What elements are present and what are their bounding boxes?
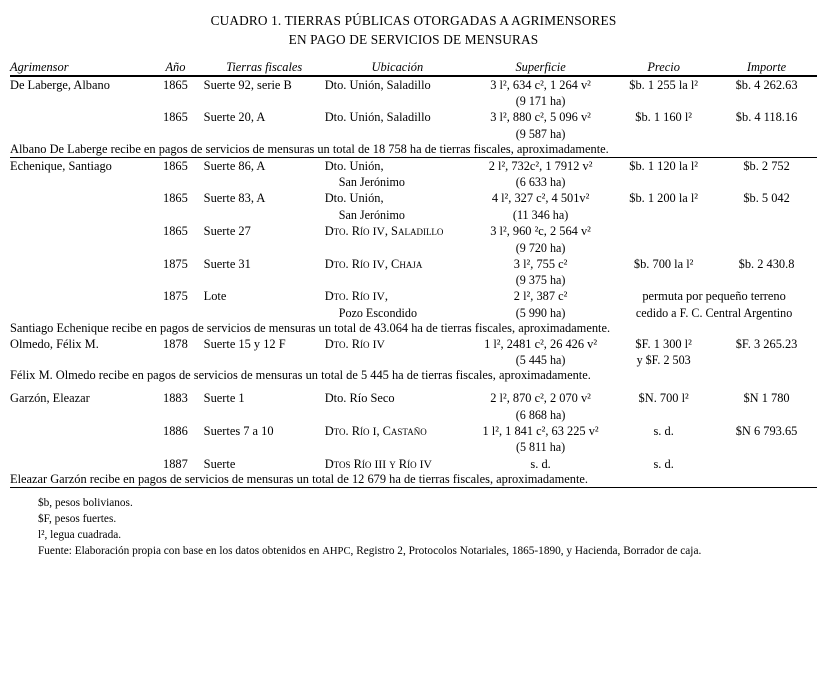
group-summary-row	[10, 321, 817, 336]
superficie-hectareas: (9 587 ha)	[515, 126, 566, 141]
cell-superficie	[470, 223, 611, 256]
precio-line2: cedido a F. C. Central Argentino	[635, 305, 793, 320]
superficie-main: 4 l², 327 c², 4 501v²	[491, 191, 590, 206]
cell-superficie	[470, 336, 611, 369]
cell-agrimensor	[10, 423, 147, 456]
cell-agrimensor	[10, 109, 147, 142]
cell-importe: $b. 4 118.16	[735, 110, 798, 125]
superficie-hectareas: (9 171 ha)	[515, 94, 566, 109]
group-summary-text: Albano De Laberge recibe en pagos de servicios de mensuras un total de 18 758 ha de tierras fiscales, aproximadamente.	[10, 141, 609, 156]
cell-ubicacion: Dto. Unión, Saladillo	[324, 110, 431, 125]
group-summary-row	[10, 472, 817, 488]
group-summary-row	[10, 368, 817, 383]
superficie-hectareas: (6 868 ha)	[515, 407, 566, 422]
ubicacion-line1: Dto. Unión,	[324, 191, 384, 206]
ubicacion-line1: Dto. Unión,	[324, 158, 384, 173]
group-spacer	[10, 383, 817, 390]
cell-ano: 1865	[163, 110, 188, 125]
column-header-precio: Precio	[647, 59, 680, 74]
cell-ubicacion: Dto. Río IV	[324, 336, 385, 351]
group-summary-text: Félix M. Olmedo recibe en pagos de servicios de mensuras un total de 5 445 ha de tierras fiscales, aproximadamente.	[10, 368, 591, 383]
cell-tierras: Suertes 7 a 10	[203, 423, 274, 438]
cell-superficie	[470, 77, 611, 110]
cell-ano: 1875	[163, 256, 188, 271]
cell-tierras: Suerte 92, serie B	[203, 77, 292, 92]
cell-tierras: Suerte 31	[203, 256, 251, 271]
cell-ano: 1865	[163, 158, 188, 173]
table-row	[10, 256, 817, 289]
cell-tierras: Suerte	[203, 456, 236, 471]
superficie-hectareas: (6 633 ha)	[515, 175, 566, 190]
cell-precio: $b. 1 120 la l²	[629, 158, 699, 173]
ubicacion-line2: San Jerónimo	[338, 207, 405, 222]
ubicacion-line2: Pozo Escondido	[338, 305, 417, 320]
superficie-main: 3 l², 880 c², 5 096 v²	[490, 110, 591, 125]
superficie-hectareas: (11 346 ha)	[512, 207, 569, 222]
cell-precio: $N. 700 l²	[638, 391, 689, 406]
cell-tierras: Suerte 83, A	[203, 191, 266, 206]
superficie-main: 2 l², 387 c²	[513, 289, 568, 304]
cell-agrimensor	[10, 223, 147, 256]
table-bottom-rule	[10, 488, 817, 489]
cell-superficie	[470, 288, 611, 321]
cell-precio: $b. 1 160 l²	[635, 110, 692, 125]
table-row	[10, 190, 817, 223]
table-row	[10, 158, 817, 191]
table-row	[10, 288, 817, 321]
table-row	[10, 223, 817, 256]
column-header-ano: Año	[165, 59, 186, 74]
superficie-hectareas: (9 375 ha)	[515, 273, 566, 288]
cell-superficie	[470, 390, 611, 423]
cell-ubicacion: Dtos Río III y Río IV	[324, 456, 432, 471]
cell-precio	[611, 288, 817, 321]
cell-importe: $b. 4 262.63	[735, 77, 798, 92]
cell-precio: $b. 1 200 la l²	[629, 191, 699, 206]
ubicacion-line1: Dto. Río IV,	[324, 289, 388, 304]
table-row	[10, 390, 817, 423]
cell-agrimensor: Echenique, Santiago	[10, 158, 112, 173]
cell-tierras: Suerte 27	[203, 224, 251, 239]
cell-importe: $F. 3 265.23	[735, 336, 798, 351]
table-row	[10, 456, 817, 473]
cell-importe: $N 1 780	[743, 391, 790, 406]
cell-tierras: Suerte 86, A	[203, 158, 266, 173]
cell-agrimensor: De Laberge, Albano	[10, 77, 110, 92]
superficie-main: 3 l², 755 c²	[513, 256, 568, 271]
cell-ubicacion	[325, 190, 470, 223]
cell-agrimensor	[10, 288, 147, 321]
cell-agrimensor: Olmedo, Félix M.	[10, 336, 99, 351]
cell-agrimensor: Garzón, Eleazar	[10, 391, 90, 406]
precio-line1: permuta por pequeño terreno	[642, 289, 786, 304]
column-header-importe: Importe	[746, 59, 787, 74]
cell-superficie	[470, 158, 611, 191]
cell-superficie	[470, 423, 611, 456]
cell-ubicacion	[325, 288, 470, 321]
superficie-main: 2 l², 870 c², 2 070 v²	[490, 391, 591, 406]
cell-tierras: Suerte 15 y 12 F	[203, 336, 286, 351]
cell-superficie	[470, 190, 611, 223]
ubicacion-line2: San Jerónimo	[338, 175, 405, 190]
cell-precio: $b. 1 255 la l²	[629, 77, 699, 92]
cell-ano: 1865	[163, 224, 188, 239]
cell-ano: 1886	[163, 423, 188, 438]
cell-tierras: Lote	[203, 289, 227, 304]
superficie-hectareas: (5 990 ha)	[515, 305, 566, 320]
cell-ubicacion: Dto. Río Seco	[324, 391, 395, 406]
precio-line1: $F. 1 300 l²	[635, 336, 692, 351]
superficie-hectareas: (5 811 ha)	[515, 440, 566, 455]
group-summary-row	[10, 142, 817, 158]
table-row	[10, 336, 817, 369]
column-header-agrimensor: Agrimensor	[10, 59, 69, 74]
cell-importe	[716, 456, 817, 473]
note-source: Fuente: Elaboración propia con base en los datos obtenidos en AHPC, Registro 2, Protocolos Notariales, 1865-1890, y Hacienda, Borrador de caja.	[38, 545, 702, 558]
table-row	[10, 423, 817, 456]
precio-line2: y $F. 2 503	[636, 353, 691, 368]
superficie-main: 2 l², 732c², 1 7912 v²	[488, 158, 593, 173]
table-notes	[10, 495, 817, 559]
cell-ano: 1878	[163, 336, 188, 351]
cell-precio: s. d.	[653, 456, 674, 471]
page-title	[10, 12, 817, 50]
superficie-hectareas: (9 720 ha)	[515, 240, 566, 255]
note-line-2: $F, pesos fuertes.	[38, 513, 117, 526]
cell-tierras: Suerte 20, A	[203, 110, 266, 125]
cell-importe: $b. 2 430.8	[738, 256, 795, 271]
cell-agrimensor	[10, 456, 147, 473]
data-table	[10, 60, 817, 488]
cell-superficie	[470, 109, 611, 142]
cell-ano: 1865	[163, 191, 188, 206]
cell-importe: $b. 5 042	[743, 191, 790, 206]
cell-ubicacion	[325, 158, 470, 191]
group-summary-text: Eleazar Garzón recibe en pagos de servicios de mensuras un total de 12 679 ha de tierras fiscales, aproximadamente.	[10, 472, 588, 487]
superficie-main: 3 l², 634 c², 1 264 v²	[490, 77, 591, 92]
cell-ubicacion: Dto. Unión, Saladillo	[324, 77, 431, 92]
table-header-row	[10, 60, 817, 76]
note-line-1: $b, pesos bolivianos.	[38, 497, 133, 510]
cell-importe: $N 6 793.65	[735, 423, 798, 438]
cell-importe	[716, 223, 817, 256]
note-line-3: l², legua cuadrada.	[38, 529, 122, 542]
title-line-2: EN PAGO DE SERVICIOS DE MENSURAS	[288, 31, 539, 47]
cell-superficie: s. d.	[530, 456, 551, 471]
superficie-main: 1 l², 1 841 c², 63 225 v²	[482, 423, 599, 438]
cell-ano: 1865	[163, 77, 188, 92]
cell-agrimensor	[10, 256, 147, 289]
cell-tierras: Suerte 1	[203, 391, 245, 406]
superficie-main: 1 l², 2481 c², 26 426 v²	[484, 336, 598, 351]
cell-ano: 1887	[163, 456, 188, 471]
cell-precio	[611, 336, 716, 369]
cell-ano: 1883	[163, 391, 188, 406]
column-header-superficie: Superficie	[515, 59, 566, 74]
cell-precio	[611, 223, 716, 256]
table-row	[10, 77, 817, 110]
column-header-ubicacion: Ubicación	[371, 59, 424, 74]
superficie-main: 3 l², 960 ²c, 2 564 v²	[490, 224, 591, 239]
cell-importe: $b. 2 752	[743, 158, 790, 173]
table-row	[10, 109, 817, 142]
cell-ano: 1875	[163, 289, 188, 304]
cell-ubicacion: Dto. Río I, Castaño	[324, 423, 427, 438]
cell-ubicacion: Dto. Río IV, Chaja	[324, 256, 423, 271]
title-line-1: CUADRO 1. TIERRAS PÚBLICAS OTORGADAS A AGRIMENSORES	[210, 13, 617, 28]
cell-agrimensor	[10, 190, 147, 223]
column-header-tierras-fiscales: Tierras fiscales	[226, 59, 303, 74]
group-summary-text: Santiago Echenique recibe en pagos de servicios de mensuras un total de 43.064 ha de tierras fiscales, aproximadamente.	[10, 320, 611, 335]
cell-precio: $b. 700 la l²	[633, 256, 694, 271]
cell-ubicacion: Dto. Río IV, Saladillo	[324, 224, 444, 239]
cell-precio: s. d.	[653, 423, 674, 438]
superficie-hectareas: (5 445 ha)	[515, 353, 566, 368]
cell-superficie	[470, 256, 611, 289]
